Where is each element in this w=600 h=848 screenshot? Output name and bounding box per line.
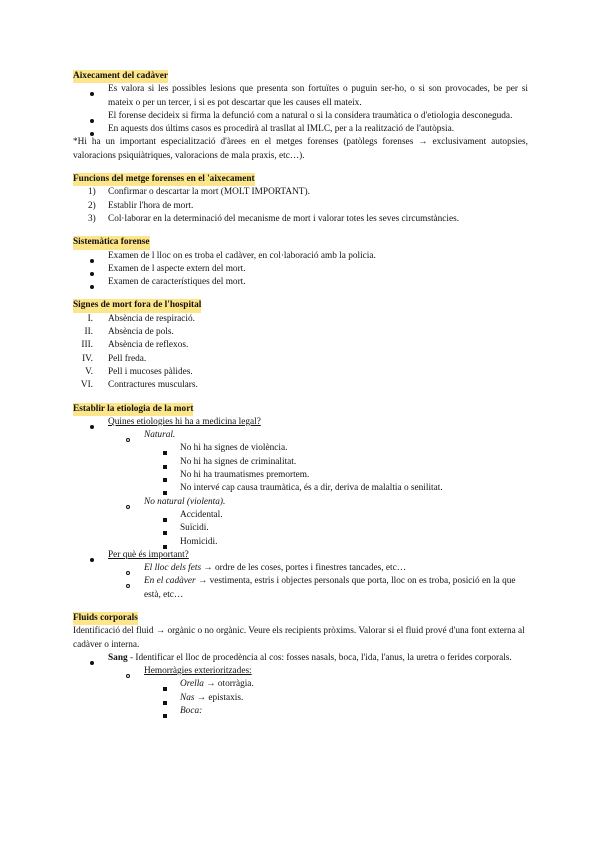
section-signes [73, 299, 528, 392]
square-bullet-icon [163, 710, 167, 723]
list-item: II. Absència de pols. [73, 326, 528, 339]
heading-fluids: Fluids corporals [73, 612, 138, 625]
heading-funcions: Funcions del metge forenses en el 'aixecament [73, 173, 255, 186]
section-fluids [73, 612, 528, 718]
heading-sistematica: Sistemàtica forense [73, 236, 150, 249]
list-item: 2) Establir l'hora de mort. [73, 200, 528, 213]
bullet-icon [90, 281, 94, 294]
list-item: El forense decideix si firma la defunció com a natural o si la considera traumàtica o d'etiologia desconeguda. [73, 110, 528, 123]
section-funcions [73, 173, 528, 226]
list-item: Natural. [73, 429, 528, 442]
list-item: Orella → otorràgia. [73, 678, 528, 691]
list-item: 1) Confirmar o descartar la mort (MOLT IMPORTANT). [73, 186, 528, 199]
list-item: No hi ha signes de violència. [73, 442, 528, 455]
list-item: Examen de característiques del mort. [73, 276, 528, 289]
roman-number: III. [81, 340, 93, 351]
list-item: No intervé cap causa traumàtica, és a dir, deriva de malaltia o senilitat. [73, 482, 528, 495]
heading-signes: Signes de mort fora de l'hospital [73, 299, 201, 312]
note: *Hi ha un important especialització d'àrees en el metges forenses (patòlegs forenses → exclusivament autopsies, valoracions psiquiàtriques, valoracions de mala praxis, etc…). [73, 137, 528, 161]
bullet-icon [90, 128, 94, 141]
roman-number: IV. [82, 353, 93, 364]
section-etiologia [73, 403, 528, 602]
question-etiologies: Quines etiologies hi ha a medicina legal? [108, 416, 261, 427]
list-item: Examen de l aspecte extern del mort. [73, 263, 528, 276]
list-item: En el cadàver → vestimenta, estris i objectes personals que porta, lloc on es troba, posició en la que està, etc… [73, 575, 528, 602]
list-item: El lloc dels fets → ordre de les coses, portes i finestres tancades, etc… [73, 562, 528, 575]
list-number: 2) [88, 200, 96, 211]
list-item: No natural (violenta). [73, 496, 528, 509]
list-item: En aquests dos últims casos es procedirà al trasllat al IMLC, per a la realització de l'autòpsia. [73, 123, 528, 136]
list-item: Sang - Identificar el lloc de procedència al cos: fosses nasals, boca, l'ida, l'anus, la uretra o ferides corporals. [73, 652, 528, 665]
list-number: 1) [88, 187, 96, 198]
list-item: No hi ha traumatismes premortem. [73, 469, 528, 482]
list-item: 3) Col·laborar en la determinació del mecanisme de mort i valorar totes les seves circumstàncies. [73, 213, 528, 226]
list-item: V. Pell i mucoses pàlides. [73, 366, 528, 379]
list-item: I. Absència de respiració. [73, 313, 528, 326]
roman-number: II. [84, 327, 93, 338]
list-item: Hemorràgies exterioritzades: [73, 665, 528, 678]
circle-bullet-icon [126, 580, 130, 593]
list-item: Es valora si les possibles lesions que presenta son fortuïtes o puguin ser-ho, o si son provocades, be per si mateix o per un tercer, i si es pot descartar que les causes ell mateix. [73, 83, 528, 110]
roman-number: VI. [80, 380, 93, 391]
section-aixecament [73, 70, 528, 163]
list-item: Homicidi. [73, 536, 528, 549]
roman-number: I. [87, 313, 93, 324]
list-item: Suïcidi. [73, 522, 528, 535]
list-item: IV. Pell freda. [73, 353, 528, 366]
list-item: Boca: [73, 705, 528, 718]
list-item: Accidental. [73, 509, 528, 522]
list-item: Examen de l lloc on es troba el cadàver, en col·laboració amb la policia. [73, 250, 528, 263]
question-importance: Per què és important? [108, 549, 189, 560]
heading-aixecament: Aixecament del cadàver [73, 70, 168, 83]
list-item: III. Absència de reflexos. [73, 339, 528, 352]
heading-etiologia: Establir la etiologia de la mort [73, 403, 193, 416]
intro-paragraph: Identificació del fluid → orgànic o no orgànic. Veure els recipients pròxims. Valorar si el fluid prové d'una font externa al cadàver o interna. [73, 626, 525, 650]
list-item: VI. Contractures musculars. [73, 379, 528, 392]
list-item [73, 416, 528, 429]
bullet-icon [90, 88, 94, 101]
list-item [73, 549, 528, 562]
list-number: 3) [88, 213, 96, 224]
section-sistematica [73, 236, 528, 289]
list-item: No hi ha signes de criminalitat. [73, 456, 528, 469]
roman-number: V. [85, 366, 93, 377]
list-item: Nas → epistaxis. [73, 692, 528, 705]
